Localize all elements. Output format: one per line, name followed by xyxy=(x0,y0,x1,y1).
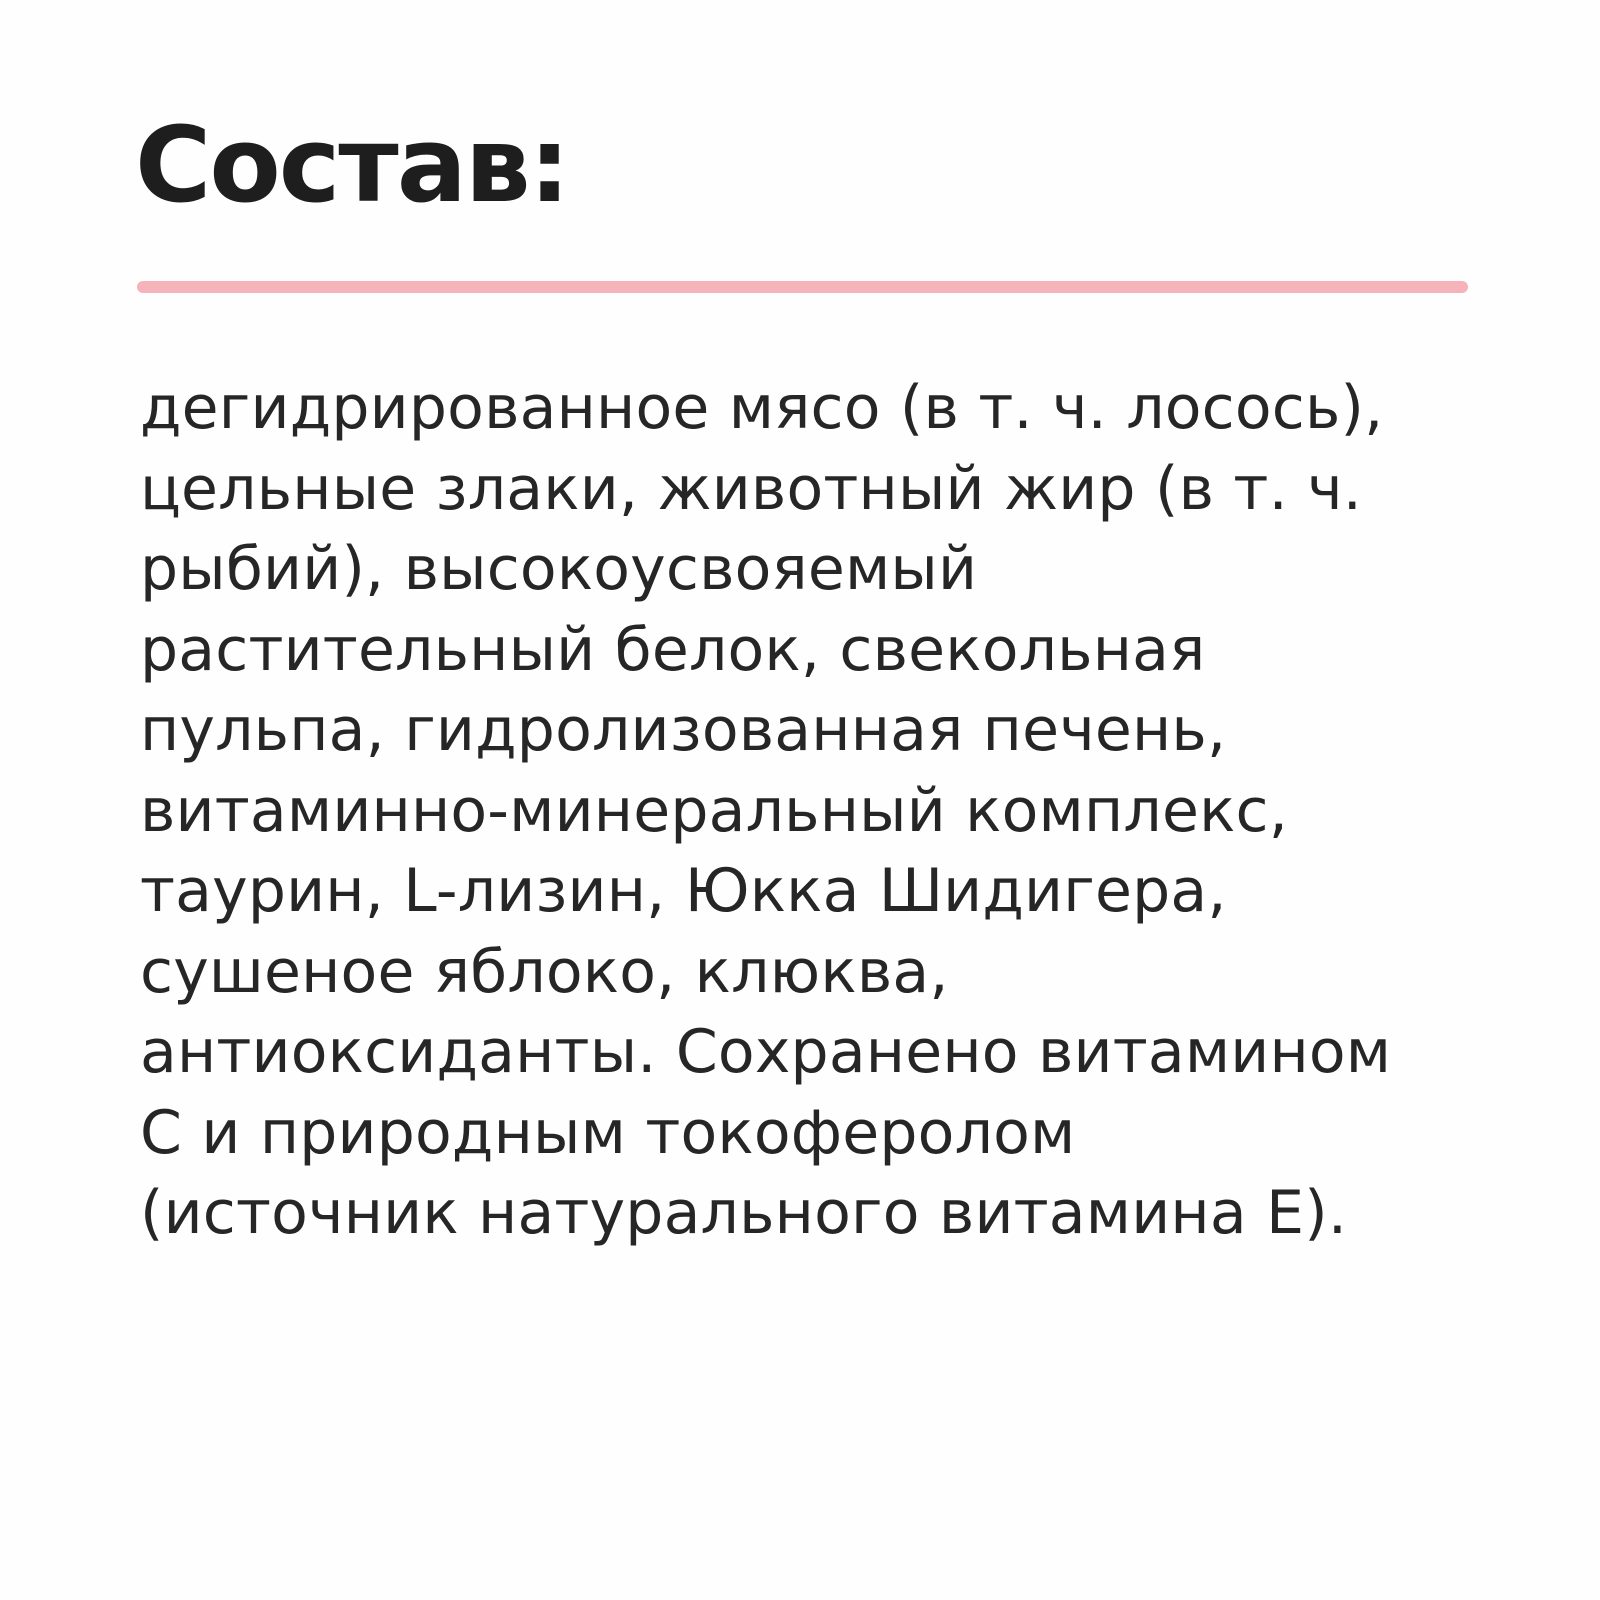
composition-line: растительный белок, свекольная xyxy=(140,614,1206,685)
composition-line: таурин, L-лизин, Юкка Шидигера, xyxy=(140,856,1227,926)
composition-line: рыбий), высокоусвояемый xyxy=(140,534,978,604)
accent-divider xyxy=(137,281,1468,293)
composition-line: дегидрированное мясо (в т. ч. лосось), xyxy=(140,373,1384,443)
composition-line: (источник натурального витамина Е). xyxy=(140,1178,1348,1248)
composition-line: пульпа, гидролизованная печень, xyxy=(140,695,1227,765)
composition-text xyxy=(140,368,1480,1254)
composition-line: С и природным токоферолом xyxy=(140,1097,1076,1168)
composition-line: цельные злаки, животный жир (в т. ч. xyxy=(140,453,1363,524)
composition-line: сушеное яблоко, клюква, xyxy=(140,936,949,1007)
composition-line: витаминно-минеральный комплекс, xyxy=(140,775,1288,846)
composition-line: антиоксиданты. Сохранено витамином xyxy=(140,1017,1392,1087)
page-title: Состав: xyxy=(135,104,569,226)
